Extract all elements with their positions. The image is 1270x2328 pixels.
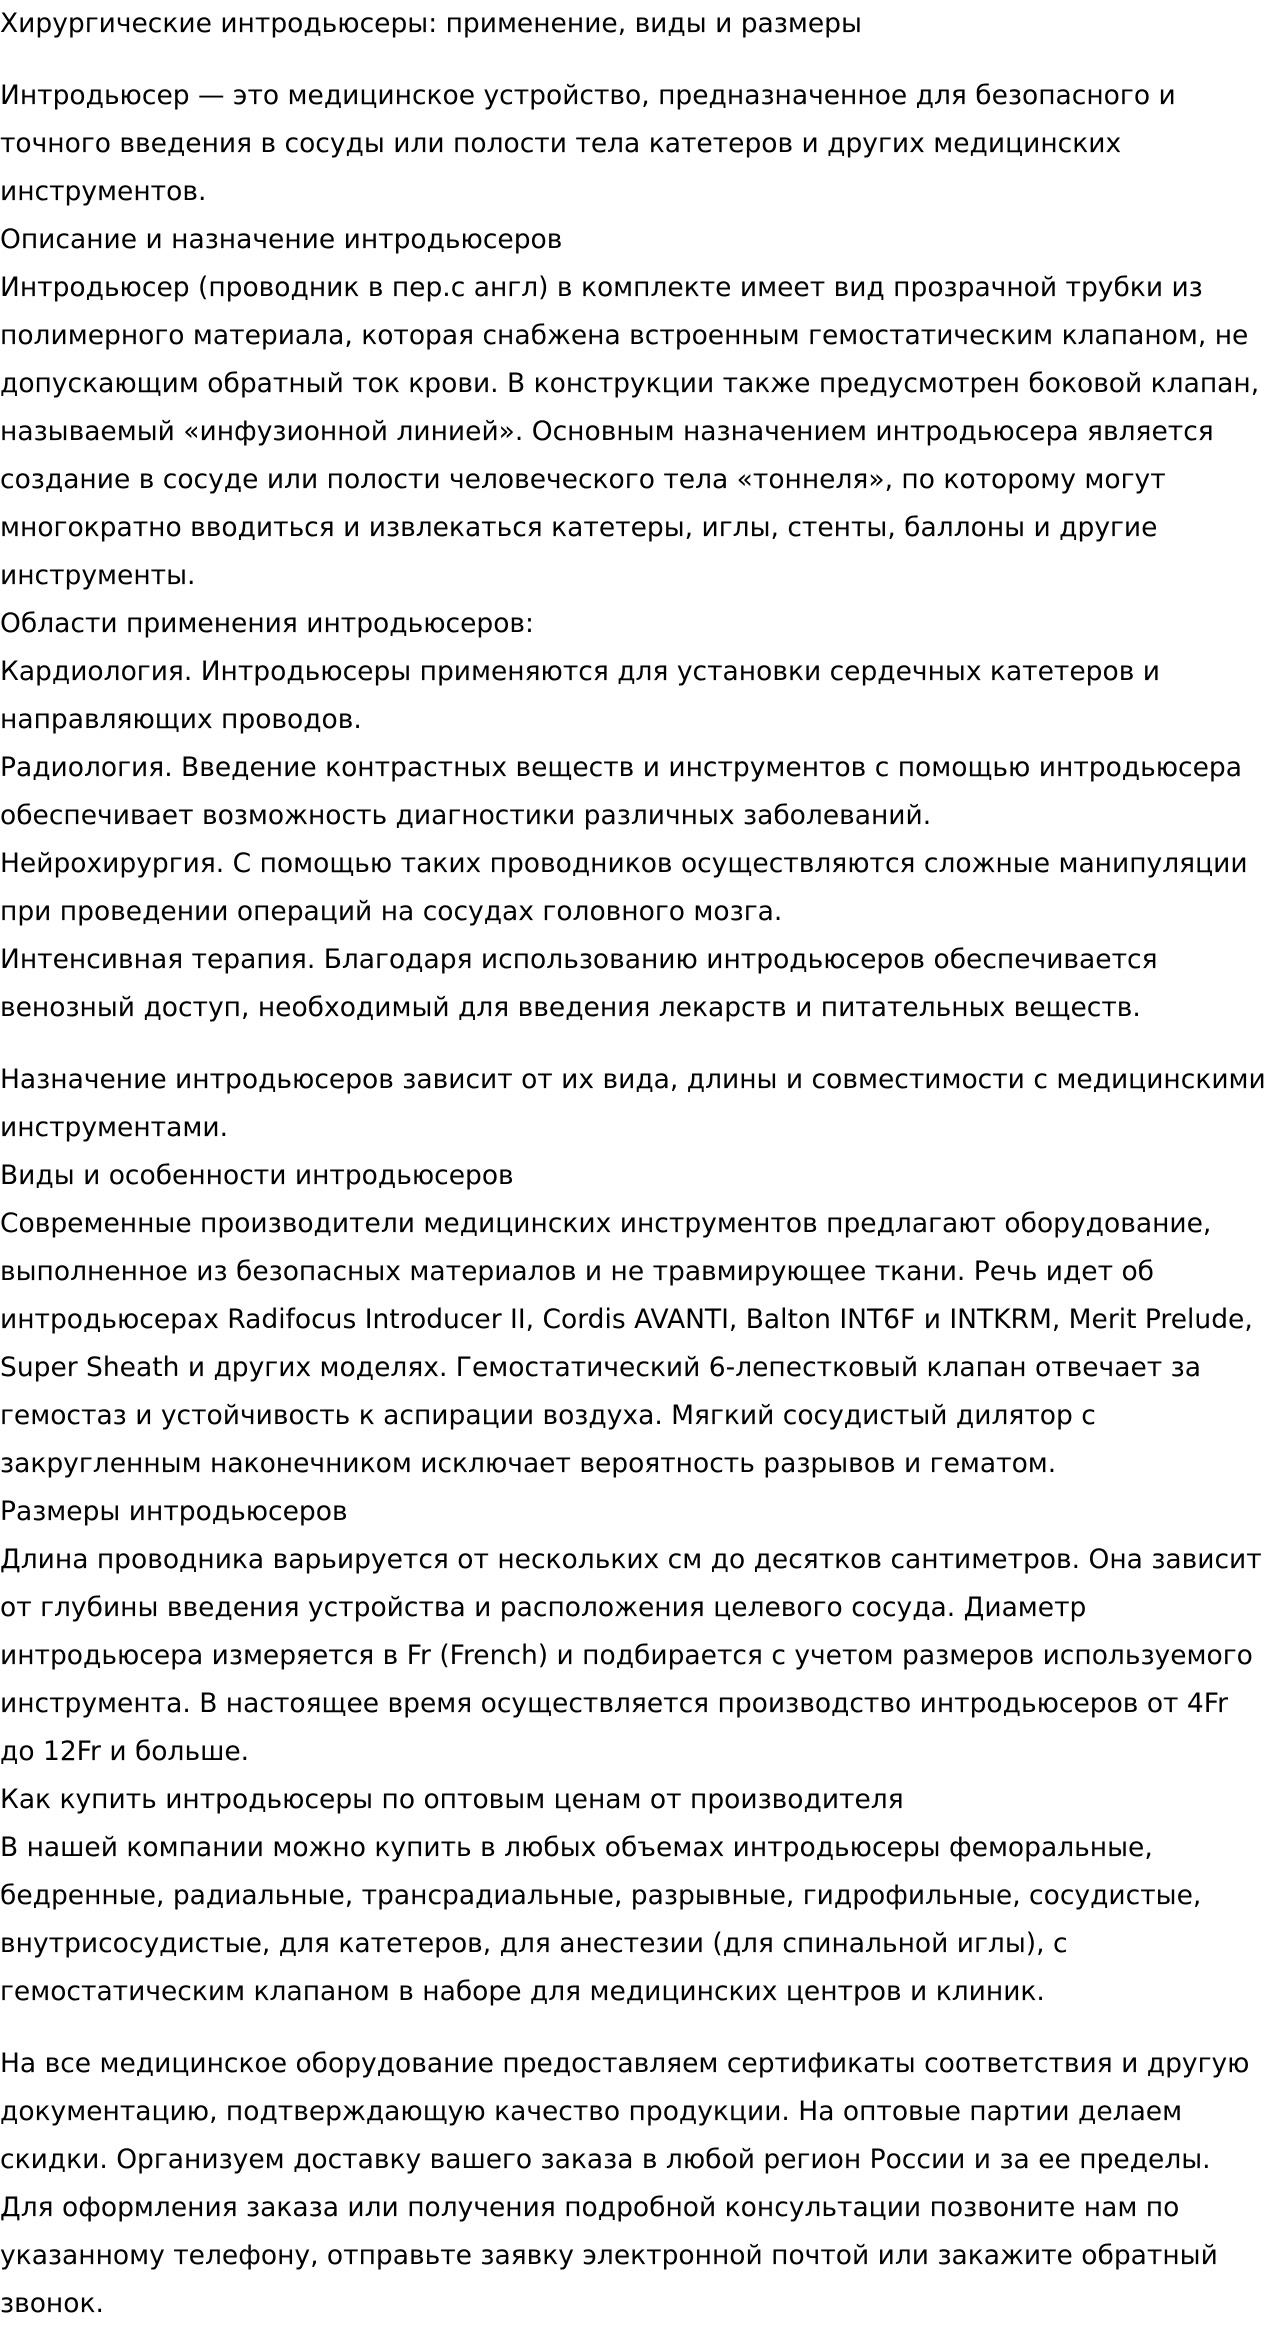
- application-item-intensive-care: Интенсивная терапия. Благодаря использованию интродьюсеров обеспечивается венозный доступ, необходимый для введения лекарств и питательных веществ.: [0, 944, 1158, 1023]
- section-text-sizes: Длина проводника варьируется от нескольких см до десятков сантиметров. Она зависит от глубины введения устройства и расположения целевого сосуда. Диаметр интродьюсера измеряется в Fr (French) и подбирается с учетом размеров используемого инструмента. В настоящее время осуществляется производство интродьюсеров от 4Fr до 12Fr и больше.: [0, 1544, 1262, 1767]
- section-heading-purchase: Как купить интродьюсеры по оптовым ценам от производителя: [0, 1784, 904, 1815]
- section-heading-types: Виды и особенности интродьюсеров: [0, 1160, 514, 1191]
- section-text-types: Современные производители медицинских инструментов предлагают оборудование, выполненное из безопасных материалов и не травмирующее ткани. Речь идет об интродьюсерах Radifocus Introducer II, Cordis AVANTI, Balton INT6F и INTKRM, Merit Prelude, Super Sheath и других моделях. Гемостатический 6-лепестковый клапан отвечает за гемостаз и устойчивость к аспирации воздуха. Мягкий сосудистый дилятор с закругленным наконечником исключает вероятность разрывов и гематом.: [0, 1208, 1253, 1479]
- application-item-neurosurgery: Нейрохирургия. С помощью таких проводников осуществляются сложные манипуляции при проведении операций на сосудах головного мозга.: [0, 848, 1248, 927]
- page-title: Хирургические интродьюсеры: применение, виды и размеры: [0, 8, 862, 39]
- section-heading-description: Описание и назначение интродьюсеров: [0, 224, 563, 255]
- section-text-purchase: В нашей компании можно купить в любых объемах интродьюсеры феморальные, бедренные, радиальные, трансрадиальные, разрывные, гидрофильные, сосудистые, внутрисосудистые, для катетеров, для анестезии (для спинальной иглы), с гемостатическим клапаном в наборе для медицинских центров и клиник.: [0, 1832, 1202, 2007]
- section-heading-applications: Области применения интродьюсеров:: [0, 608, 534, 639]
- section-text-description: Интродьюсер (проводник в пер.с англ) в комплекте имеет вид прозрачной трубки из полимерного материала, которая снабжена встроенным гемостатическим клапаном, не допускающим обратный ток крови. В конструкции также предусмотрен боковой клапан, называемый «инфузионной линией». Основным назначением интродьюсера является создание в сосуде или полости человеческого тела «тоннеля», по которому могут многократно вводиться и извлекаться катетеры, иглы, стенты, баллоны и другие инструменты.: [0, 272, 1260, 591]
- applications-note: Назначение интродьюсеров зависит от их вида, длины и совместимости с медицинскими инструментами.: [0, 1064, 1266, 1143]
- application-item-radiology: Радиология. Введение контрастных веществ и инструментов с помощью интродьюсера обеспечивает возможность диагностики различных заболеваний.: [0, 752, 1242, 831]
- closing-paragraph: На все медицинское оборудование предоставляем сертификаты соответствия и другую документацию, подтверждающую качество продукции. На оптовые партии делаем скидки. Организуем доставку вашего заказа в любой регион России и за ее пределы. Для оформления заказа или получения подробной консультации позвоните нам по указанному телефону, отправьте заявку электронной почтой или закажите обратный звонок.: [0, 2048, 1250, 2319]
- application-item-cardiology: Кардиология. Интродьюсеры применяются для установки сердечных катетеров и направляющих проводов.: [0, 656, 1160, 735]
- section-heading-sizes: Размеры интродьюсеров: [0, 1496, 348, 1527]
- intro-paragraph: Интродьюсер — это медицинское устройство, предназначенное для безопасного и точного введения в сосуды или полости тела катетеров и других медицинских инструментов.: [0, 80, 1176, 207]
